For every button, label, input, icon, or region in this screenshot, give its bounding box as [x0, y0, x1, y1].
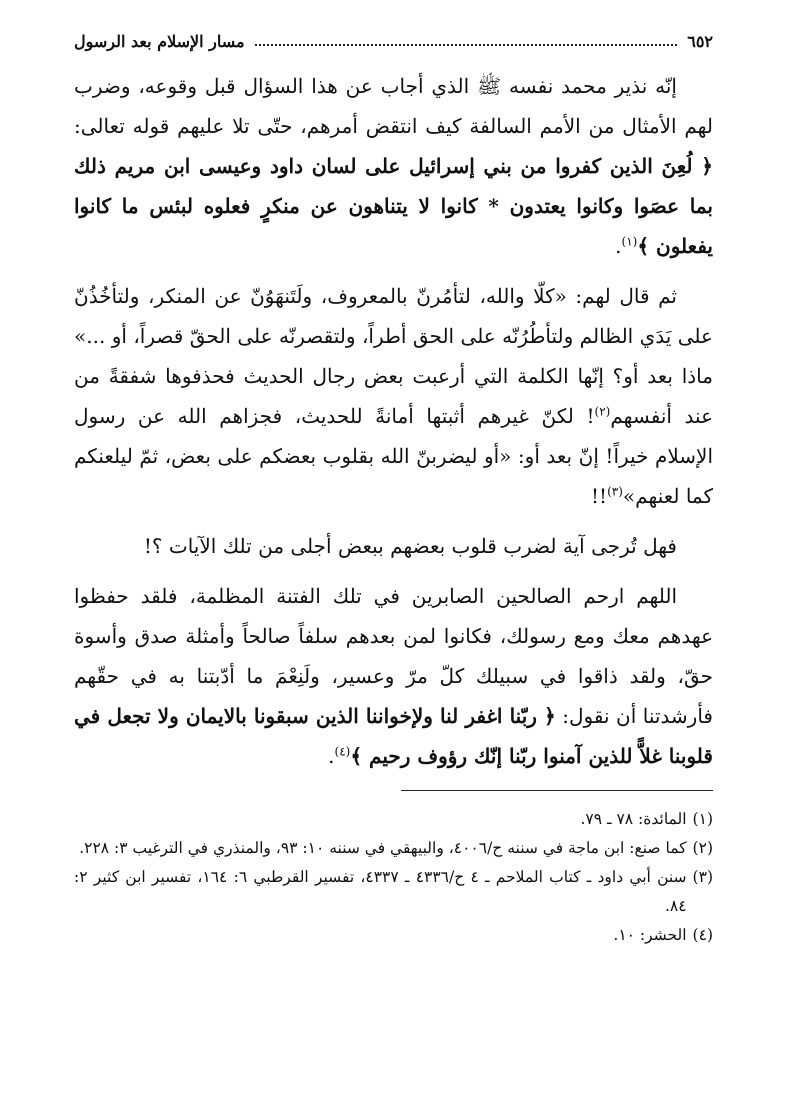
paragraph-4 — [74, 576, 713, 776]
footnote-number: (٢) — [692, 839, 713, 857]
footnote-text: سنن أبي داود ـ كتاب الملاحم ـ ٤ ح/٤٣٣٦ ـ ٤٣٣٧، تفسير القرطبي ٦: ١٦٤، تفسير ابن كثير ٢: ٨٤. — [74, 868, 687, 915]
text-span: اللهم ارحم الصالحين الصابرين في تلك الفتنة المظلمة، فلقد حفظوا عهدهم معك ومع رسولك، فكانوا لمن بعدهم سلفاً صالحاً وأمثلة صدق وأسوة حقّ، ولقد ذاقوا في سبيلك كلّ مرّ وعسير، ولَنِعْمَ ما أدّبتنا به في حقّهم فأرشدتنا أن نقول: — [74, 584, 713, 728]
page-header — [74, 26, 713, 56]
page-number: ٦٥٢ — [687, 31, 713, 51]
footnote-number: (٣) — [692, 868, 713, 886]
text-span: ! لكنّ غيرهم أثبتها أمانةً للحديث، فجزاهم الله عن رسول الإسلام خيراً! إنّ بعد أو: «أو ليضربنّ الله بقلوب بعضكم على بعض، ثمّ ليلعنكم كما لعنهم» — [74, 404, 713, 508]
footnote-number: (٤) — [692, 926, 713, 944]
footnote-number: (١) — [692, 810, 713, 828]
footnote-text: المائدة: ٧٨ ـ ٧٩. — [580, 810, 687, 828]
text-span: ثم قال لهم: «كلّا والله، لتأمُرنّ بالمعروف، ولَتَنهَوُنّ عن المنكر، ولتأخُذُنّ على يَدَي الظالم ولتأطُرُنّه على الحق أطراً، ولتقصرنّه على الحقّ قصراً، أو ...» ماذا بعد أو؟ إنّها الكلمة التي أرعبت بعض رجال الحديث فحذفوها شفقةً من عند أنفسهم — [74, 284, 714, 428]
header-dotted-leader — [255, 44, 678, 46]
footnote-text: كما صنع: ابن ماجة في سننه ح/٤٠٠٦، والبيهقي في سننه ١٠: ٩٣، والمنذري في الترغيب ٣: ٢٢٨. — [79, 839, 687, 857]
text-span: . — [328, 744, 335, 768]
footnote-separator — [401, 790, 713, 791]
text-span: !! — [591, 484, 608, 508]
footnote-text: الحشر: ١٠. — [613, 926, 687, 944]
paragraph-2 — [74, 276, 713, 516]
text-span: إنّه نذير محمد نفسه ﷺ الذي أجاب عن هذا السؤال قبل وقوعه، وضرب لهم الأمثال من الأمم السالفة كيف انتقض أمرهم، حتّى تلا عليهم قوله تعالى: — [74, 74, 713, 138]
footnote-ref: (٤) — [334, 744, 351, 759]
footnote — [74, 805, 713, 834]
main-text — [74, 66, 713, 776]
paragraph-1 — [74, 66, 713, 266]
footnote — [74, 834, 713, 863]
quran-quote: ﴿ لُعِنَ الذين كفروا من بني إسرائيل على لسان داود وعيسى ابن مريم ذلك بما عصَوا وكانوا يعتدون * كانوا لا يتناهون عن منكرٍ فعلوه لبئس ما كانوا يفعلون ﴾ — [74, 154, 713, 258]
text-span: . — [615, 234, 622, 258]
footnotes — [74, 805, 713, 950]
paragraph-3 — [74, 526, 713, 566]
footnote — [74, 863, 713, 921]
quran-quote: ﴿ ربّنا اغفر لنا ولإخواننا الذين سبقونا بالايمان ولا تجعل في قلوبنا غلاًّ للذين آمنوا ربّنا إنّك رؤوف رحيم ﴾ — [74, 704, 713, 768]
footnote-ref: (٢) — [594, 404, 611, 419]
running-title: مسار الإسلام بعد الرسول — [74, 31, 245, 51]
footnote-ref: (٣) — [607, 484, 623, 499]
footnote — [74, 921, 713, 950]
footnote-ref: (١) — [621, 234, 638, 249]
text-span: فهل تُرجى آية لضرب قلوب بعضهم ببعض أجلى من تلك الآيات ؟! — [143, 534, 677, 558]
